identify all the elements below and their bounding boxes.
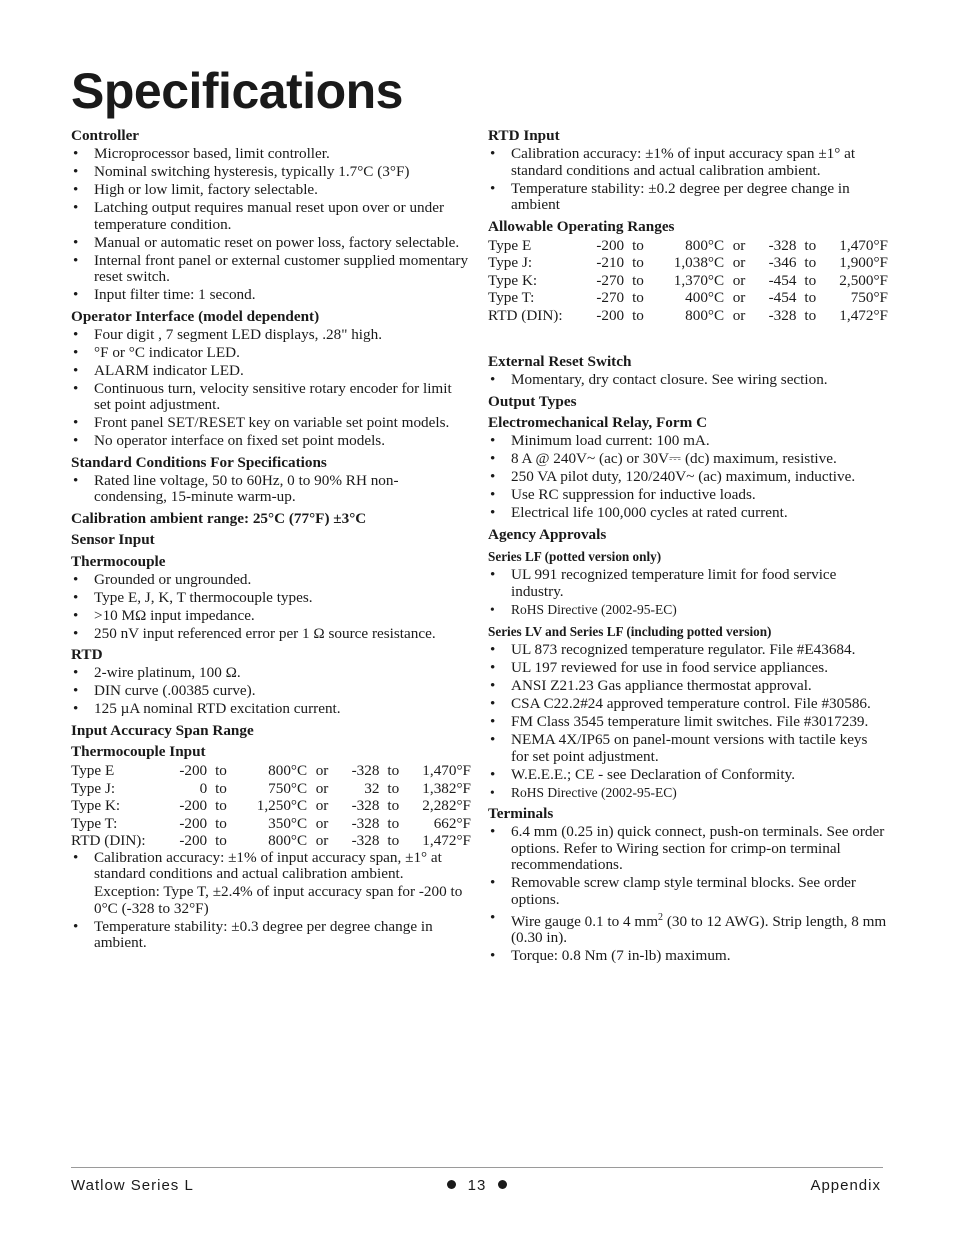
cell-c-high: 1,370°C — [673, 271, 725, 289]
cell-c-high: 1,250°C — [256, 797, 308, 814]
list-item: • W.E.E.E.; CE - see Declaration of Conformity. — [488, 767, 888, 784]
cell-or: or — [732, 306, 746, 324]
cell-c-high: 1,038°C — [673, 254, 725, 271]
spacer — [488, 324, 888, 349]
list-item: • ANSI Z21.23 Gas appliance thermostat approval. — [488, 678, 888, 695]
cell-f-low: -328 — [768, 306, 797, 324]
cell-f-low: -328 — [768, 236, 797, 254]
cell-f-high: 750°F — [850, 289, 888, 306]
list-item: • Momentary, dry contact closure. See wiring section. — [488, 372, 888, 389]
cell-f-high: 662°F — [433, 814, 471, 832]
cell-c-low: -270 — [596, 271, 625, 289]
cell-type: Type T: — [71, 814, 118, 832]
subheading-series-lf: Series LF (potted version only) — [488, 549, 662, 564]
cell-f-high: 1,470°F — [422, 762, 471, 779]
list-item: • UL 873 recognized temperature regulator. File #E43684. — [488, 642, 888, 659]
superscript: 2 — [658, 911, 664, 923]
operator-interface-list — [71, 327, 471, 450]
agency-list — [488, 642, 888, 801]
cell-c-high: 800°C — [685, 236, 725, 254]
cell-c-low: -270 — [596, 289, 625, 306]
list-item: • Temperature stability: ±0.3 degree per degree change in ambient. — [71, 919, 471, 952]
list-item: • 6.4 mm (0.25 in) quick connect, push-on terminals. See order options. Refer to Wiring section for crimp-on terminal recommendations. — [488, 824, 888, 874]
cell-type: RTD (DIN): — [488, 306, 563, 324]
cell-to: to — [387, 762, 400, 779]
cell-or: or — [315, 832, 329, 849]
table-row — [488, 272, 888, 290]
cell-c-high: 750°C — [268, 779, 308, 797]
cell-f-high: 1,472°F — [422, 832, 471, 849]
wire-gauge-text: Wire gauge 0.1 to 4 mm — [511, 912, 659, 930]
cell-or: or — [315, 762, 329, 779]
footer-divider — [71, 1167, 883, 1168]
footer-section-name: Appendix — [810, 1177, 881, 1194]
cell-c-high: 800°C — [268, 832, 308, 849]
section-heading-calibration-ambient: Calibration ambient range: 25°C (77°F) ±3°C — [71, 509, 367, 527]
cell-c-low: -210 — [596, 254, 625, 271]
cell-type: Type T: — [488, 289, 535, 306]
cell-f-low: 32 — [364, 779, 380, 797]
cell-f-low: -328 — [351, 762, 380, 779]
section-heading-output-types: Output Types — [488, 392, 577, 410]
cell-to: to — [632, 271, 644, 289]
page-title: Specifications — [71, 63, 403, 119]
section-heading-allowable-ranges: Allowable Operating Ranges — [488, 217, 675, 235]
right-column — [488, 123, 888, 966]
cell-or: or — [315, 779, 329, 797]
cell-c-high: 800°C — [685, 306, 725, 324]
cell-to: to — [387, 779, 400, 797]
table-row — [71, 815, 471, 833]
list-item: • FM Class 3545 temperature limit switches. File #3017239. — [488, 714, 888, 731]
cell-to: to — [632, 254, 644, 271]
thermocouple-input-range-table — [71, 762, 471, 850]
list-item-wire-gauge — [488, 910, 888, 947]
list-item: • UL 991 recognized temperature limit for food service industry. — [488, 567, 888, 600]
cell-or: or — [315, 797, 329, 814]
table-row — [71, 780, 471, 798]
cell-f-high: 1,472°F — [839, 306, 888, 324]
section-heading-operator-interface: Operator Interface (model dependent) — [71, 307, 320, 325]
list-item: • 2-wire platinum, 100 Ω. — [71, 665, 471, 682]
list-item: • Four digit , 7 segment LED displays, .28" high. — [71, 327, 471, 344]
cell-c-low: 0 — [199, 779, 208, 797]
cell-type: Type E — [71, 762, 115, 779]
bullet-icon — [498, 1180, 507, 1189]
cell-c-low: -200 — [596, 236, 625, 254]
section-heading-standard-conditions: Standard Conditions For Specifications — [71, 453, 327, 471]
list-item: • NEMA 4X/IP65 on panel-mount versions with tactile keys for set point adjustment. — [488, 732, 888, 765]
cell-f-high: 2,282°F — [422, 797, 471, 814]
cell-or: or — [315, 814, 329, 832]
list-item: • DIN curve (.00385 curve). — [71, 683, 471, 700]
cell-f-low: -346 — [768, 254, 797, 271]
cell-c-low: -200 — [596, 306, 625, 324]
cell-c-high: 350°C — [268, 814, 308, 832]
table-row — [488, 289, 888, 307]
cell-to: to — [215, 814, 227, 832]
page-number: 13 — [467, 1177, 487, 1194]
cell-type: RTD (DIN): — [71, 832, 146, 849]
cell-f-high: 1,900°F — [839, 254, 888, 271]
list-item: • Latching output requires manual reset upon over or under temperature condition. — [71, 200, 471, 233]
cell-to: to — [804, 254, 817, 271]
cell-c-high: 400°C — [685, 289, 725, 306]
section-heading-terminals: Terminals — [488, 805, 554, 822]
cell-to: to — [215, 797, 227, 814]
list-item: • No operator interface on fixed set point models. — [71, 433, 471, 450]
section-heading-relay: Electromechanical Relay, Form C — [488, 414, 708, 431]
list-item: • Grounded or ungrounded. — [71, 572, 471, 589]
list-item: • Torque: 0.8 Nm (7 in-lb) maximum. — [488, 948, 888, 965]
thermocouple-list — [71, 572, 471, 643]
exception-note: Exception: Type T, ±2.4% of input accuracy span for -200 to 0°C (-328 to 32°F) — [94, 883, 463, 917]
section-heading-agency-approvals: Agency Approvals — [488, 525, 607, 543]
list-item: • CSA C22.2#24 approved temperature control. File #30586. — [488, 696, 888, 713]
list-item: • Continuous turn, velocity sensitive rotary encoder for limit set point adjustment. — [71, 381, 471, 414]
list-item: • RoHS Directive (2002-95-EC) — [488, 602, 888, 619]
section-heading-thermocouple-input: Thermocouple Input — [71, 743, 206, 760]
cell-type: Type E — [488, 236, 532, 254]
section-heading-controller: Controller — [71, 127, 140, 144]
cell-c-low: -200 — [179, 814, 208, 832]
table-row — [488, 307, 888, 325]
bullet-icon — [447, 1180, 456, 1189]
cell-or: or — [732, 271, 746, 289]
cell-to: to — [804, 306, 817, 324]
list-item: • Rated line voltage, 50 to 60Hz, 0 to 90% RH non-condensing, 15-minute warm-up. — [71, 473, 471, 506]
cell-f-low: -454 — [768, 289, 797, 306]
cell-to: to — [632, 306, 644, 324]
rtd-list — [71, 665, 471, 718]
cell-to: to — [804, 271, 817, 289]
wire-gauge-text: (30 to 12 AWG). Strip length, 8 mm (0.30 in). — [511, 912, 887, 947]
cell-to: to — [215, 779, 227, 797]
cell-or: or — [732, 236, 746, 254]
section-heading-rtd-input: RTD Input — [488, 127, 560, 144]
list-item: • Calibration accuracy: ±1% of input accuracy span, ±1° at standard conditions and actual calibration ambient. — [71, 850, 471, 883]
cell-to: to — [215, 832, 227, 849]
list-item: • Input filter time: 1 second. — [71, 287, 471, 304]
list-item: • Use RC suppression for inductive loads. — [488, 487, 888, 504]
cell-f-high: 2,500°F — [839, 271, 888, 289]
cell-f-low: -454 — [768, 271, 797, 289]
list-item: • High or low limit, factory selectable. — [71, 182, 471, 199]
section-heading-external-reset: External Reset Switch — [488, 353, 632, 370]
cell-to: to — [215, 762, 227, 779]
cell-f-low: -328 — [351, 814, 380, 832]
list-item: • >10 MΩ input impedance. — [71, 608, 471, 625]
list-item: • Front panel SET/RESET key on variable set point models. — [71, 415, 471, 432]
list-item: • UL 197 reviewed for use in food service appliances. — [488, 660, 888, 677]
section-heading-sensor-input: Sensor Input — [71, 531, 155, 548]
section-heading-rtd: RTD — [71, 646, 103, 663]
table-row — [71, 832, 471, 850]
left-column — [71, 123, 471, 953]
cell-type: Type K: — [71, 797, 121, 814]
cell-to: to — [804, 289, 817, 306]
cell-to: to — [804, 236, 817, 254]
cell-type: Type K: — [488, 271, 538, 289]
table-row — [488, 237, 888, 255]
cell-c-high: 800°C — [268, 762, 308, 779]
list-item: • 8 A @ 240V~ (ac) or 30V⎓ (dc) maximum, resistive. — [488, 451, 888, 468]
list-item: • 250 VA pilot duty, 120/240V~ (ac) maximum, inductive. — [488, 469, 888, 486]
list-item: • Internal front panel or external customer supplied momentary reset switch. — [71, 253, 471, 286]
list-item: • °F or °C indicator LED. — [71, 345, 471, 362]
list-item: • Temperature stability: ±0.2 degree per degree change in ambient — [488, 181, 888, 214]
cell-c-low: -200 — [179, 832, 208, 849]
cell-c-low: -200 — [179, 797, 208, 814]
cell-f-high: 1,382°F — [422, 779, 471, 797]
cell-f-high: 1,470°F — [839, 236, 888, 254]
list-item: • Microprocessor based, limit controller. — [71, 146, 471, 163]
list-item: • Electrical life 100,000 cycles at rated current. — [488, 505, 888, 522]
relay-list — [488, 433, 888, 522]
cell-to: to — [632, 236, 644, 254]
cell-to: to — [387, 814, 400, 832]
cell-to: to — [632, 289, 644, 306]
footer-doc-name: Watlow Series L — [71, 1177, 194, 1194]
list-item: • ALARM indicator LED. — [71, 363, 471, 380]
list-item: • RoHS Directive (2002-95-EC) — [488, 785, 888, 802]
list-item: • Minimum load current: 100 mA. — [488, 433, 888, 450]
cell-type: Type J: — [71, 779, 116, 797]
cell-to: to — [387, 797, 400, 814]
list-item: • Nominal switching hysteresis, typically 1.7°C (3°F) — [71, 164, 471, 181]
cell-c-low: -200 — [179, 762, 208, 779]
cell-f-low: -328 — [351, 832, 380, 849]
list-item: • 250 nV input referenced error per 1 Ω source resistance. — [71, 626, 471, 643]
list-item: • Manual or automatic reset on power loss, factory selectable. — [71, 235, 471, 252]
table-row — [488, 254, 888, 272]
cell-or: or — [732, 254, 746, 271]
cell-or: or — [732, 289, 746, 306]
section-heading-input-accuracy-span: Input Accuracy Span Range — [71, 721, 254, 739]
allowable-operating-range-table — [488, 237, 888, 325]
subheading-series-lv-lf: Series LV and Series LF (including potted version) — [488, 624, 772, 639]
cell-f-low: -328 — [351, 797, 380, 814]
cell-to: to — [387, 832, 400, 849]
cell-type: Type J: — [488, 254, 533, 271]
list-item: • Removable screw clamp style terminal blocks. See order options. — [488, 875, 888, 908]
list-item: • 125 µA nominal RTD excitation current. — [71, 701, 471, 718]
section-heading-thermocouple: Thermocouple — [71, 552, 166, 570]
table-row — [71, 797, 471, 815]
list-item: • Type E, J, K, T thermocouple types. — [71, 590, 471, 607]
list-item: • Calibration accuracy: ±1% of input accuracy span ±1° at standard conditions and actual calibration ambient. — [488, 146, 888, 179]
table-row — [71, 762, 471, 780]
controller-list — [71, 146, 471, 304]
